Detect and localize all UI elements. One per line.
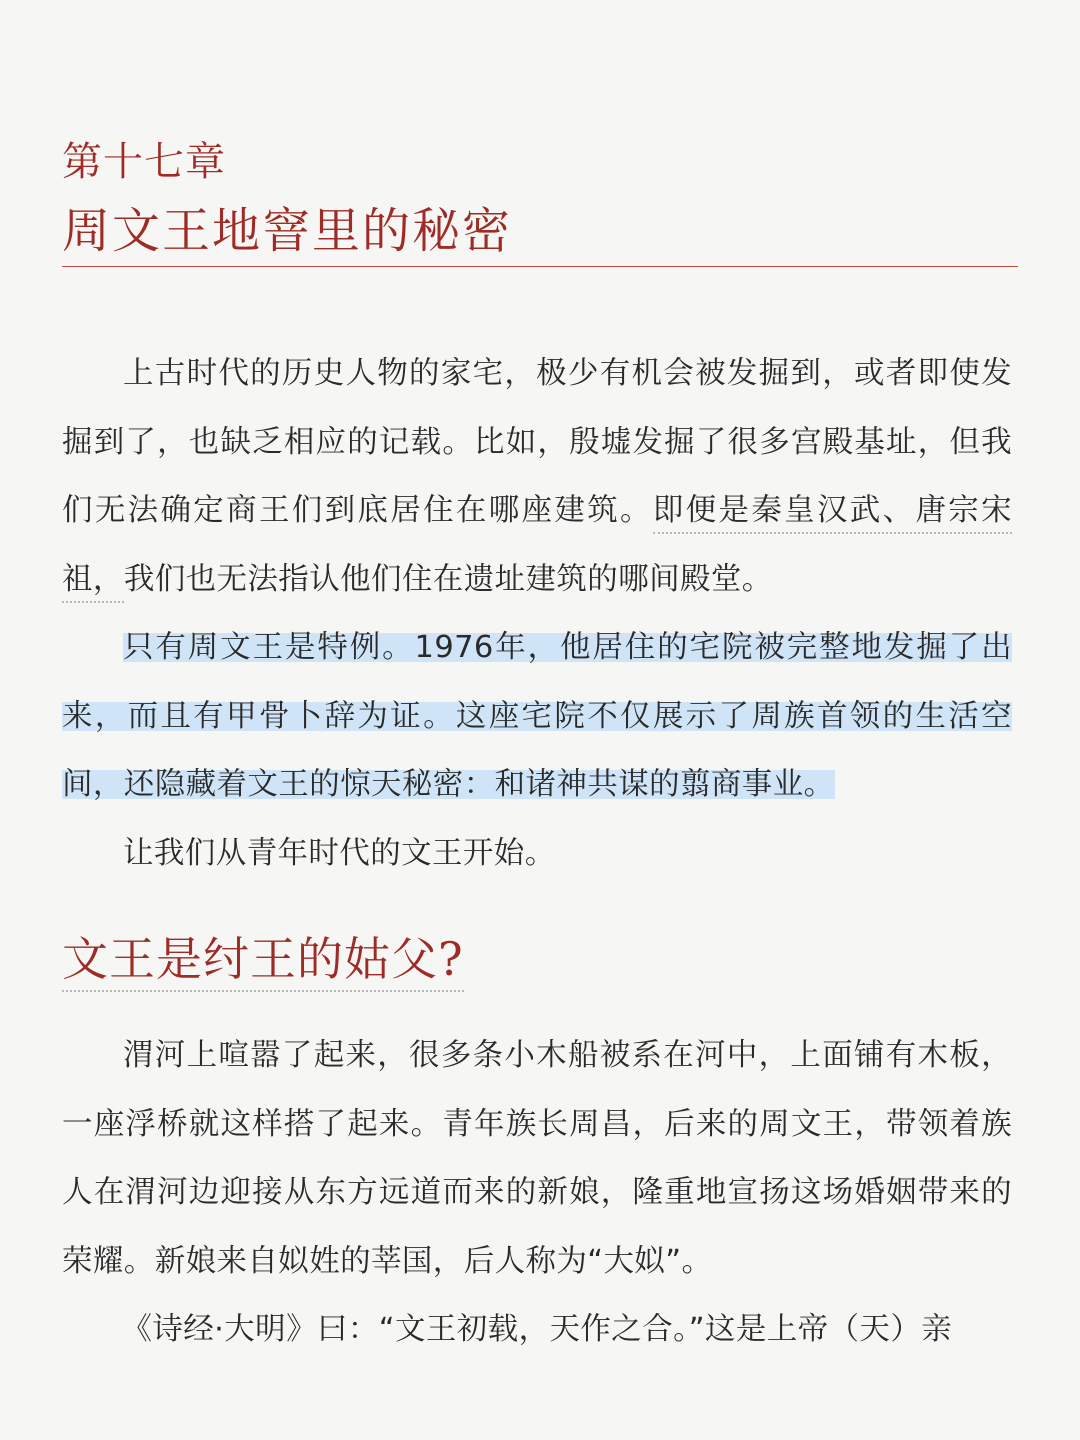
chapter-title: 周文王地窨里的秘密 bbox=[62, 203, 513, 259]
paragraph-transition: 让我们从青年时代的文王开始。 bbox=[123, 836, 556, 871]
paragraph-intro-tail: 我们也无法指认他们住在遗址建筑的哪间殿堂。 bbox=[123, 561, 773, 597]
reading-page bbox=[62, 0, 1012, 1440]
paragraph-intro-text: 上古时代的历史人物的家宅，极少有机会被发掘到，或者即使发掘到了，也缺乏相应的记载。比如，殷墟发掘了很多宫殿基址，但我们无法确定商王们到底居住在哪座建筑。 bbox=[62, 356, 1012, 528]
highlighted-text[interactable]: 只有周文王是特例。1976年，他居住的宅院被完整地发掘了出来，而且有甲骨卜辞为证。这座宅院不仅展示了周族首领的生活空间，还隐藏着文王的惊天秘密：和诸神共谋的翦商事业。 bbox=[62, 630, 1012, 802]
paragraph-highlighted bbox=[62, 614, 1012, 820]
chapter-label: 第十七章 bbox=[62, 139, 226, 185]
paragraph-wedding: 渭河上喧嚣了起来，很多条小木船被系在河中，上面铺有木板，一座浮桥就这样搭了起来。青年族长周昌，后来的周文王，带领着族人在渭河边迎接从东方远道而来的新娘，隆重地宣扬这场婚姻带来的荣耀。新娘来自姒姓的莘国，后人称为“大姒”。 bbox=[62, 1038, 1012, 1279]
paragraph-quote: 《诗经·大明》曰：“文王初载，天作之合。”这是上帝（天）亲 bbox=[121, 1312, 953, 1347]
annotated-text[interactable]: 即便是秦皇汉武、唐宗宋祖， bbox=[62, 493, 1012, 603]
section-heading[interactable]: 文王是纣王的姑父? bbox=[62, 928, 464, 992]
paragraph-intro bbox=[62, 340, 1012, 614]
title-divider bbox=[62, 266, 1018, 267]
